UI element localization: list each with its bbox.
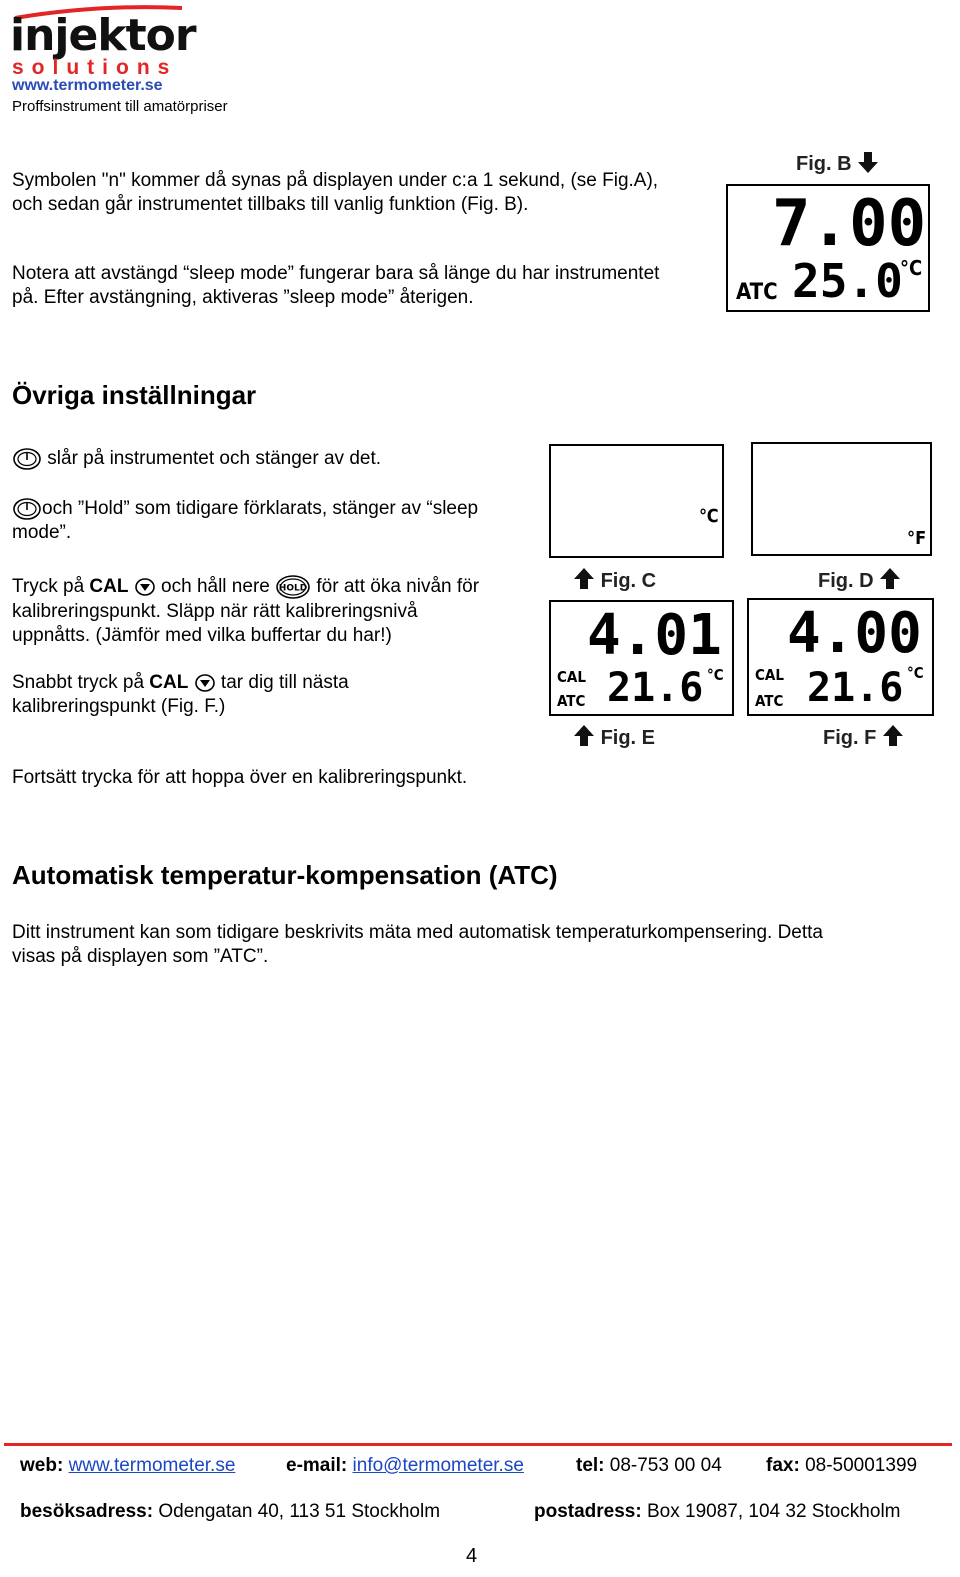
snabb-text-b: CAL bbox=[149, 672, 189, 693]
note-line-1: Notera att avstängd “sleep mode” fungerar bara så länge du har instrumentet bbox=[12, 263, 660, 284]
snabb-row bbox=[12, 671, 532, 719]
fig-d-label bbox=[818, 567, 901, 592]
footer-divider bbox=[4, 1443, 952, 1446]
footer-tel bbox=[576, 1455, 722, 1477]
snabb-text-c: tar dig till nästa bbox=[215, 672, 349, 693]
fig-e-label-text: Fig. E bbox=[600, 727, 656, 749]
footer-web-link[interactable]: www.termometer.se bbox=[68, 1455, 236, 1476]
footer-post bbox=[534, 1501, 901, 1523]
fig-c-label-text: Fig. C bbox=[600, 570, 657, 592]
footer-fax-value: 08-50001399 bbox=[805, 1455, 918, 1476]
fig-c-label bbox=[573, 567, 656, 592]
lcd-atc-label: ATC bbox=[755, 692, 784, 710]
footer-fax-label: fax: bbox=[766, 1455, 800, 1476]
fig-b-label bbox=[796, 150, 879, 175]
logo-brand: injektor bbox=[10, 10, 196, 61]
footer-post-label: postadress: bbox=[534, 1501, 642, 1522]
cal-text-l3: uppnåtts. (Jämför med vilka buffertar du har!) bbox=[12, 625, 392, 646]
lcd-cal-label: CAL bbox=[755, 666, 784, 684]
lcd-cal-label: CAL bbox=[557, 668, 586, 686]
lcd-temp-value: 21.6 bbox=[807, 665, 904, 711]
cal-down-icon bbox=[134, 577, 156, 597]
lcd-main-value: 4.01 bbox=[587, 603, 722, 668]
fig-f-label-text: Fig. F bbox=[823, 727, 877, 749]
fig-e-label bbox=[573, 724, 655, 749]
cal-down-icon bbox=[194, 673, 216, 693]
atc-heading: Automatisk temperatur-kompensation (ATC) bbox=[12, 860, 558, 890]
arrow-up-icon bbox=[573, 724, 595, 748]
fig-d-label-text: Fig. D bbox=[818, 570, 874, 592]
arrow-up-icon bbox=[879, 567, 901, 591]
unit-c-label: ℃ bbox=[699, 506, 719, 527]
footer-web bbox=[20, 1455, 235, 1477]
footer-post-value: Box 19087, 104 32 Stockholm bbox=[646, 1501, 901, 1522]
lcd-unit-f bbox=[751, 442, 932, 556]
page-number: 4 bbox=[466, 1545, 478, 1567]
lcd-unit-label: °C bbox=[900, 256, 923, 280]
lcd-main-value: 4.00 bbox=[787, 601, 922, 666]
atc-line-2: visas på displayen som ”ATC”. bbox=[12, 946, 269, 967]
cal-text-a: Tryck på bbox=[12, 576, 90, 598]
logo bbox=[10, 2, 210, 102]
power-row bbox=[12, 447, 381, 471]
logo-url: www.termometer.se bbox=[12, 77, 163, 94]
power-button-icon bbox=[12, 447, 42, 471]
cal-text-b: CAL bbox=[89, 576, 129, 598]
intro-line-2: och sedan går instrumentet tillbaks till vanlig funktion (Fig. B). bbox=[12, 194, 529, 215]
footer-email-label: e-mail: bbox=[286, 1455, 348, 1476]
lcd-temp-value: 25.0 bbox=[792, 254, 903, 308]
snabb-text-a: Snabbt tryck på bbox=[12, 672, 150, 693]
cal-text-c: och håll nere bbox=[155, 576, 270, 598]
lcd-fig-f bbox=[747, 598, 934, 716]
footer-visit-value: Odengatan 40, 113 51 Stockholm bbox=[158, 1501, 441, 1522]
hold-button-icon bbox=[275, 574, 311, 600]
footer-visit bbox=[20, 1501, 440, 1523]
footer-email bbox=[286, 1455, 524, 1477]
fig-b-label-text: Fig. B bbox=[796, 153, 852, 175]
tagline: Proffsinstrument till amatörpriser bbox=[12, 98, 228, 115]
unit-f-label: °F bbox=[907, 528, 927, 549]
lcd-unit-label: °C bbox=[707, 666, 724, 684]
footer-tel-label: tel: bbox=[576, 1455, 605, 1476]
cal-text-d: för att öka nivån för bbox=[311, 576, 480, 598]
lcd-atc-label: ATC bbox=[736, 280, 778, 305]
footer-visit-label: besöksadress: bbox=[20, 1501, 154, 1522]
lcd-temp-value: 21.6 bbox=[607, 665, 704, 711]
cal-text-l2: kalibreringspunkt. Släpp när rätt kalibreringsnivå bbox=[12, 601, 418, 622]
lcd-unit-label: °C bbox=[907, 664, 924, 682]
arrow-down-icon bbox=[857, 150, 879, 174]
intro-line-1: Symbolen "n" kommer då synas på displayen under c:a 1 sekund, (se Fig.A), bbox=[12, 170, 659, 191]
note-line-2: på. Efter avstängning, aktiveras ”sleep mode” återigen. bbox=[12, 287, 474, 308]
hold-text-2: mode”. bbox=[12, 522, 72, 544]
lcd-fig-e bbox=[549, 600, 734, 716]
fig-f-label bbox=[823, 724, 904, 749]
footer-email-link[interactable]: info@termometer.se bbox=[352, 1455, 524, 1476]
continue-text: Fortsätt trycka för att hoppa över en kalibreringspunkt. bbox=[12, 767, 468, 788]
lcd-atc-label: ATC bbox=[557, 692, 586, 710]
hold-text-1: och ”Hold” som tidigare förklarats, stänger av “sleep bbox=[42, 498, 479, 520]
lcd-unit-c bbox=[549, 444, 724, 558]
settings-heading: Övriga inställningar bbox=[12, 380, 257, 410]
snabb-text-l2: kalibreringspunkt (Fig. F.) bbox=[12, 696, 226, 717]
atc-line-1: Ditt instrument kan som tidigare beskrivits mäta med automatisk temperaturkompensering. Detta bbox=[12, 922, 823, 943]
arrow-up-icon bbox=[882, 724, 904, 748]
power-text: slår på instrumentet och stänger av det. bbox=[47, 448, 382, 470]
footer-fax bbox=[766, 1455, 917, 1477]
power-button-icon bbox=[12, 497, 42, 521]
hold-row bbox=[12, 497, 532, 545]
hold-icon-text: HOLD bbox=[278, 583, 308, 594]
lcd-main-value: 7.00 bbox=[772, 187, 927, 261]
footer-tel-value: 08-753 00 04 bbox=[609, 1455, 722, 1476]
arrow-up-icon bbox=[573, 567, 595, 591]
logo-solutions: solutions bbox=[12, 56, 178, 79]
lcd-fig-b bbox=[726, 184, 930, 312]
footer-web-label: web: bbox=[20, 1455, 64, 1476]
cal-row bbox=[12, 574, 542, 648]
